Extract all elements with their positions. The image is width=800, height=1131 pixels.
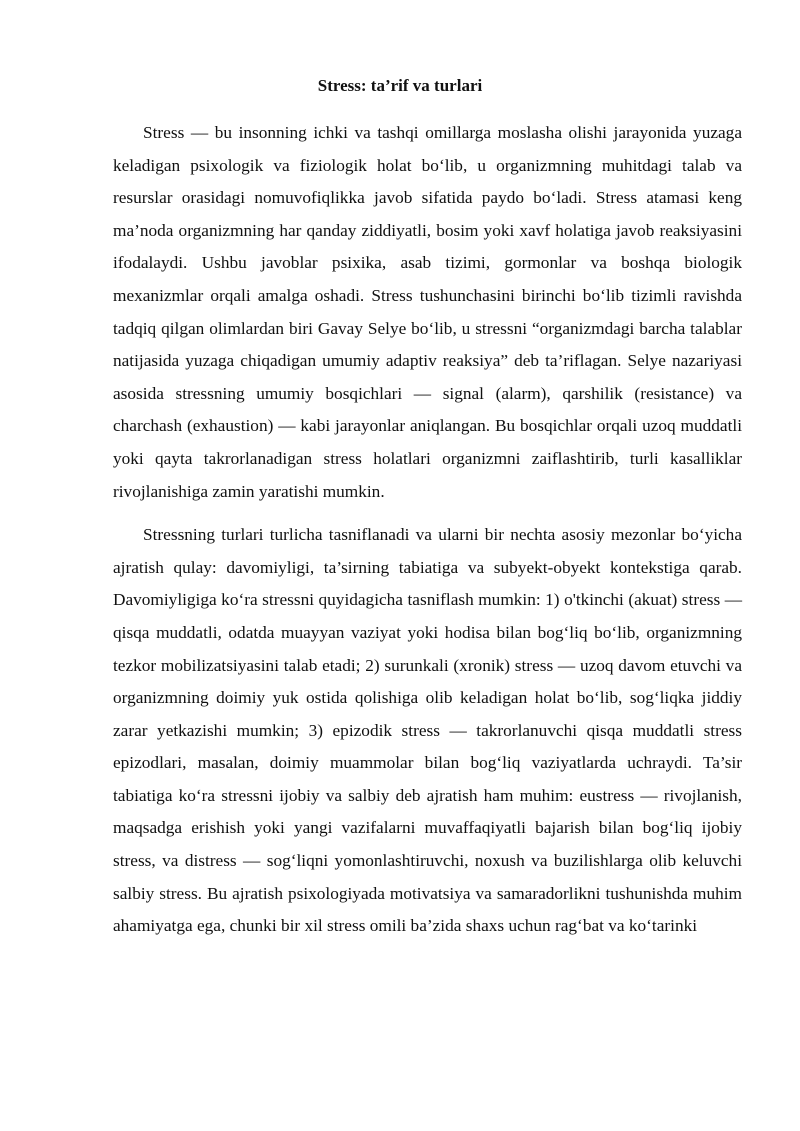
paragraph-types: Stressning turlari turlicha tasniflanadi va ularni bir nechta asosiy mezonlar bo‘yicha ajratish qulay: davomiyligi, ta’sirning tabiatiga va subyekt-obyekt kontekstiga qarab. Davomiyligiga ko‘ra stressni quyidagicha tasniflash mumkin: 1) o'tkinchi (akuat) stress — qisqa muddatli, odatda muayyan vaziyat yoki hodisa bilan bog‘liq bo‘lib, organizmning tezkor mobilizatsiyasini talab etadi; 2) surunkali (xronik) stress — uzoq davom etuvchi va organizmning doimiy yuk ostida qolishiga olib keladigan holat bo‘lib, sog‘liqka jiddiy zarar yetkazishi mumkin; 3) epizodik stress — takrorlanuvchi qisqa muddatli stress epizodlari, masalan, doimiy muammolar bilan bog‘liq vaziyatlarda uchraydi. Ta’sir tabiatiga ko‘ra stressni ijobiy va salbiy deb ajratish ham muhim: eustress — rivojlanish, maqsadga erishish yoki yangi vazifalarni muvaffaqiyatli bajarish bilan bog‘liq ijobiy stress, va distress — sog‘liqni yomonlashtiruvchi, noxush va buzilishlarga olib keluvchi salbiy stress. Bu ajratish psixologiyada motivatsiya va samaradorlikni tushunishda muhim ahamiyatga ega, chunki bir xil stress omili ba’zida shaxs uchun rag‘bat va ko‘tarinki [113,525,742,936]
document-body [113,117,742,954]
document-title: Stress: ta’rif va turlari [317,76,483,95]
paragraph-definition: Stress — bu insonning ichki va tashqi omillarga moslasha olishi jarayonida yuzaga keladigan psixologik va fiziologik holat bo‘lib, u organizmning muhitdagi talab va resurslar orasidagi nomuvofiqlikka javob sifatida paydo bo‘ladi. Stress atamasi keng ma’noda organizmning har qanday ziddiyatli, bosim yoki xavf holatiga javob reaksiyasini ifodalaydi. Ushbu javoblar psixika, asab tizimi, gormonlar va boshqa biologik mexanizmlar orqali amalga oshadi. Stress tushunchasini birinchi bo‘lib tizimli ravishda tadqiq qilgan olimlardan biri Gavay Selye bo‘lib, u stressni “organizmdagi barcha talablar natijasida yuzaga chiqadigan umumiy adaptiv reaksiya” deb ta’riflagan. Selye nazariyasi asosida stressning umumiy bosqichlari — signal (alarm), qarshilik (resistance) va charchash (exhaustion) — kabi jarayonlar aniqlangan. Bu bosqichlar orqali uzoq muddatli yoki qayta takrorlanadigan stress holatlari organizmni zaiflashtirib, turli kasalliklar rivojlanishiga zamin yaratishi mumkin. [113,123,742,501]
